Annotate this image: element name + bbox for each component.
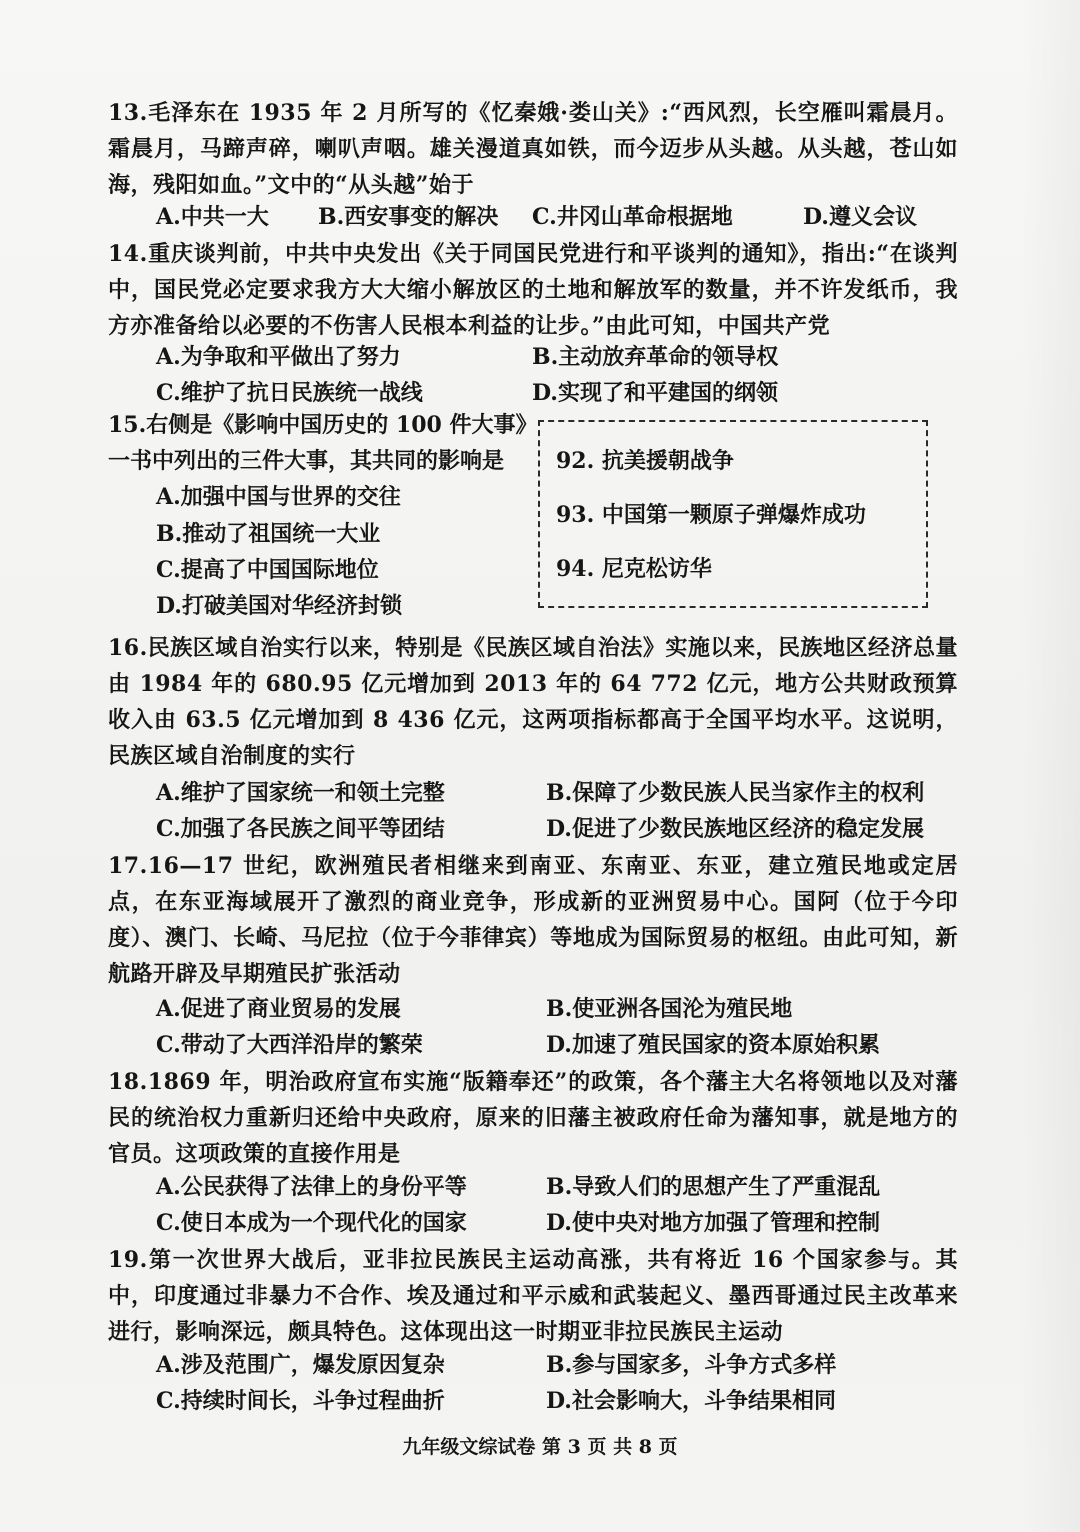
question-13-option-d: D.遵义会议: [803, 204, 917, 230]
question-14-option-b: B.主动放弃革命的领导权: [532, 344, 779, 370]
question-18-option-c: C.使日本成为一个现代化的国家: [156, 1210, 467, 1236]
question-19-option-c: C.持续时间长，斗争过程曲折: [156, 1388, 445, 1414]
question-13-stem: 13.毛泽东在 1935 年 2 月所写的《忆秦娥·娄山关》:“西风烈，长空雁叫霜晨月。霜晨月，马蹄声碎，喇叭声咽。雄关漫道真如铁，而今迈步从头越。从头越，苍山如海，残阳如血。”文中的“从头越”始于: [108, 100, 958, 198]
question-13-option-b: B.西安事变的解决: [318, 204, 499, 230]
question-17-option-c: C.带动了大西洋沿岸的繁荣: [156, 1032, 423, 1058]
question-16-option-c: C.加强了各民族之间平等团结: [156, 816, 445, 842]
page-footer: 九年级文综试卷 第 3 页 共 8 页: [402, 1436, 678, 1458]
question-17-option-b: B.使亚洲各国沦为殖民地: [546, 996, 793, 1022]
events-box: [538, 420, 928, 608]
event-93: 93. 中国第一颗原子弹爆炸成功: [556, 502, 866, 528]
question-15-stem-line-2: 一书中列出的三件大事，其共同的影响是: [108, 448, 505, 474]
event-92: 92. 抗美援朝战争: [556, 448, 734, 474]
question-19-option-d: D.社会影响大，斗争结果相同: [546, 1388, 836, 1414]
question-19-stem: 19.第一次世界大战后，亚非拉民族民主运动高涨，共有将近 16 个国家参与。其中，印度通过非暴力不合作、埃及通过和平示威和武装起义、墨西哥通过民主改革来进行，影响深远，颇具特色。这体现出这一时期亚非拉民族民主运动: [108, 1247, 958, 1345]
question-18-option-a: A.公民获得了法律上的身份平等: [156, 1174, 467, 1200]
question-18-stem: 18.1869 年，明治政府宣布实施“版籍奉还”的政策，各个藩主大名将领地以及对藩民的统治权力重新归还给中央政府，原来的旧藩主被政府任命为藩知事，就是地方的官员。这项政策的直接作用是: [108, 1069, 958, 1167]
question-15-option-c: C.提高了中国国际地位: [156, 557, 379, 583]
question-15-option-d: D.打破美国对华经济封锁: [156, 593, 402, 619]
question-16-option-d: D.促进了少数民族地区经济的稳定发展: [546, 816, 924, 842]
question-19-option-b: B.参与国家多，斗争方式多样: [546, 1352, 837, 1378]
question-17-option-d: D.加速了殖民国家的资本原始积累: [546, 1032, 880, 1058]
question-16-option-a: A.维护了国家统一和领土完整: [156, 780, 445, 806]
question-18-option-b: B.导致人们的思想产生了严重混乱: [546, 1174, 881, 1200]
question-15-stem-line-1: 15.右侧是《影响中国历史的 100 件大事》: [108, 412, 538, 438]
question-15-option-b: B.推动了祖国统一大业: [156, 521, 381, 547]
question-16-option-b: B.保障了少数民族人民当家作主的权利: [546, 780, 925, 806]
question-14-option-c: C.维护了抗日民族统一战线: [156, 380, 423, 406]
question-15-option-a: A.加强中国与世界的交往: [156, 484, 401, 510]
question-14-stem: 14.重庆谈判前，中共中央发出《关于同国民党进行和平谈判的通知》，指出:“在谈判中，国民党必定要求我方大大缩小解放区的土地和解放军的数量，并不许发纸币，我方亦准备给以必要的不伤害人民根本利益的让步。”由此可知，中国共产党: [108, 241, 958, 339]
question-17-option-a: A.促进了商业贸易的发展: [156, 996, 401, 1022]
question-19-option-a: A.涉及范围广，爆发原因复杂: [156, 1352, 445, 1378]
question-13-option-a: A.中共一大: [156, 204, 269, 230]
question-14-option-a: A.为争取和平做出了努力: [156, 344, 401, 370]
question-14-option-d: D.实现了和平建国的纲领: [532, 380, 778, 406]
question-16-stem: 16.民族区域自治实行以来，特别是《民族区域自治法》实施以来，民族地区经济总量由 1984 年的 680.95 亿元增加到 2013 年的 64 772 亿元，地方公共财政预算收入由 63.5 亿元增加到 8 436 亿元，这两项指标都高于全国平均水平。这说明，民族区域自治制度的实行: [108, 635, 958, 769]
question-17-stem: 17.16—17 世纪，欧洲殖民者相继来到南亚、东南亚、东亚，建立殖民地或定居点，在东亚海域展开了激烈的商业竞争，形成新的亚洲贸易中心。国阿（位于今印度）、澳门、长崎、马尼拉（位于今菲律宾）等地成为国际贸易的枢纽。由此可知，新航路开辟及早期殖民扩张活动: [108, 853, 958, 987]
scan-shadow: [1020, 0, 1080, 1532]
question-13-option-c: C.井冈山革命根据地: [532, 204, 733, 230]
question-18-option-d: D.使中央对地方加强了管理和控制: [546, 1210, 880, 1236]
event-94: 94. 尼克松访华: [556, 556, 712, 582]
